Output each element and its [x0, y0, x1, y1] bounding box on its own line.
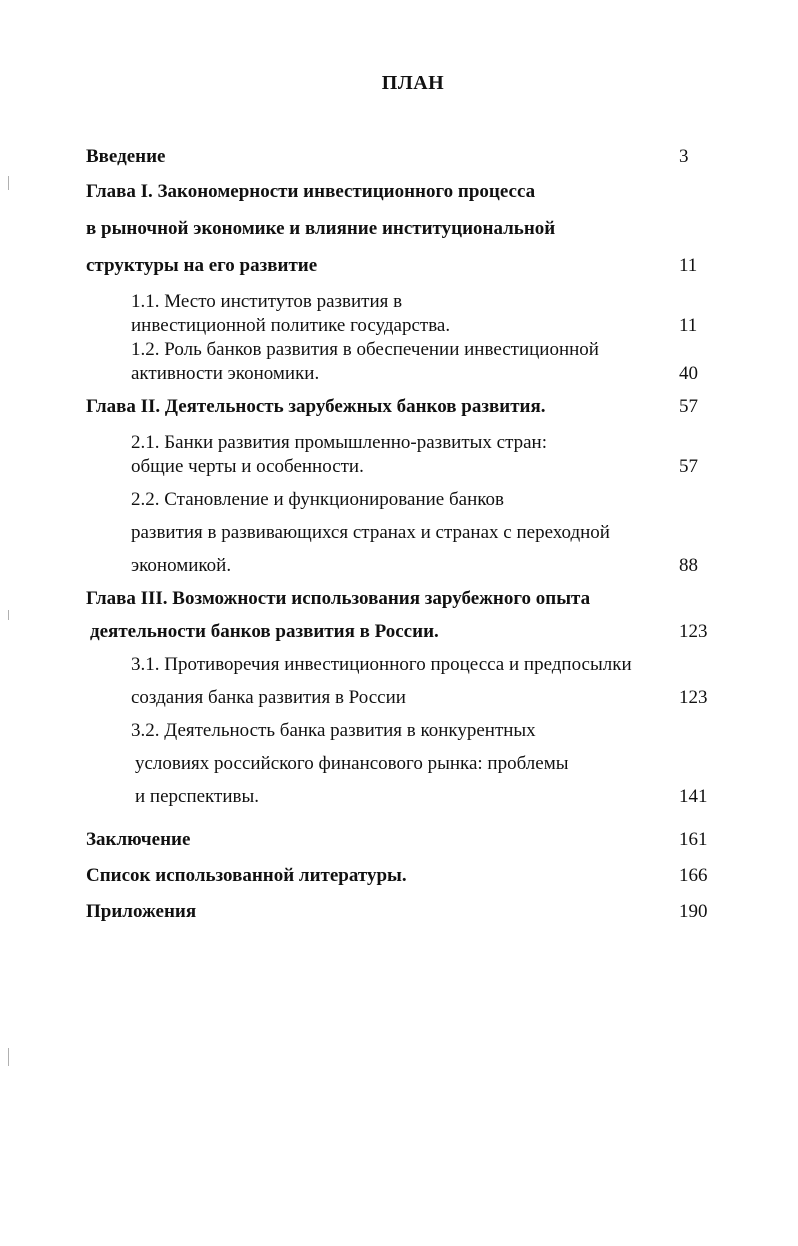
toc-chapter1-line2: в рыночной экономике и влияние институциональной — [86, 218, 556, 239]
toc-chapter2-page: 57 — [679, 396, 698, 417]
toc-references-page: 166 — [679, 865, 708, 886]
toc-chapter3-line1: Глава III. Возможности использования зарубежного опыта — [86, 588, 591, 609]
toc-conclusion-label: Заключение — [86, 829, 191, 850]
toc-section-1-2-page: 40 — [679, 363, 698, 384]
scan-mark — [8, 176, 9, 190]
toc-section-3-2-line2: условиях российского финансового рынка: проблемы — [135, 753, 569, 774]
toc-chapter3-page: 123 — [679, 621, 708, 642]
toc-section-3-1-line1: 3.1. Противоречия инвестиционного процесса и предпосылки — [131, 654, 632, 675]
toc-section-1-2-line2: активности экономики. — [131, 363, 320, 384]
toc-chapter2-line1: Глава II. Деятельность зарубежных банков развития. — [86, 396, 546, 417]
toc-section-1-1-line2: инвестиционной политике государства. — [131, 315, 451, 336]
toc-references-label: Список использованной литературы. — [86, 865, 407, 886]
toc-section-2-1-line1: 2.1. Банки развития промышленно-развитых стран: — [131, 432, 547, 453]
toc-appendix-page: 190 — [679, 901, 708, 922]
toc-section-3-1-line2: создания банка развития в России — [131, 687, 406, 708]
toc-appendix-label: Приложения — [86, 901, 197, 922]
toc-section-3-2-page: 141 — [679, 786, 708, 807]
toc-chapter1-page: 11 — [679, 255, 698, 276]
scan-mark — [8, 1048, 9, 1066]
toc-section-2-2-line2: развития в развивающихся странах и странах с переходной — [131, 522, 610, 543]
toc-section-2-1-line2: общие черты и особенности. — [131, 456, 364, 477]
toc-section-3-2-line3: и перспективы. — [135, 786, 259, 807]
toc-section-1-1-page: 11 — [679, 315, 698, 336]
toc-section-3-2-line1: 3.2. Деятельность банка развития в конкурентных — [131, 720, 536, 741]
scan-mark — [8, 610, 9, 620]
toc-section-2-2-line1: 2.2. Становление и функционирование банков — [131, 489, 504, 510]
toc-conclusion-page: 161 — [679, 829, 708, 850]
toc-section-2-1-page: 57 — [679, 456, 698, 477]
toc-section-1-2-line1: 1.2. Роль банков развития в обеспечении инвестиционной — [131, 339, 599, 360]
toc-section-1-1-line1: 1.1. Место институтов развития в — [131, 291, 403, 312]
page-title: ПЛАН — [381, 72, 445, 94]
toc-section-3-1-page: 123 — [679, 687, 708, 708]
toc-chapter1-line1: Глава I. Закономерности инвестиционного процесса — [86, 181, 536, 202]
toc-chapter3-line2: деятельности банков развития в России. — [90, 621, 439, 642]
toc-intro-page: 3 — [679, 146, 689, 167]
toc-intro-label: Введение — [86, 146, 166, 167]
toc-chapter1-line3: структуры на его развитие — [86, 255, 318, 276]
toc-section-2-2-line3: экономикой. — [131, 555, 232, 576]
toc-section-2-2-page: 88 — [679, 555, 698, 576]
